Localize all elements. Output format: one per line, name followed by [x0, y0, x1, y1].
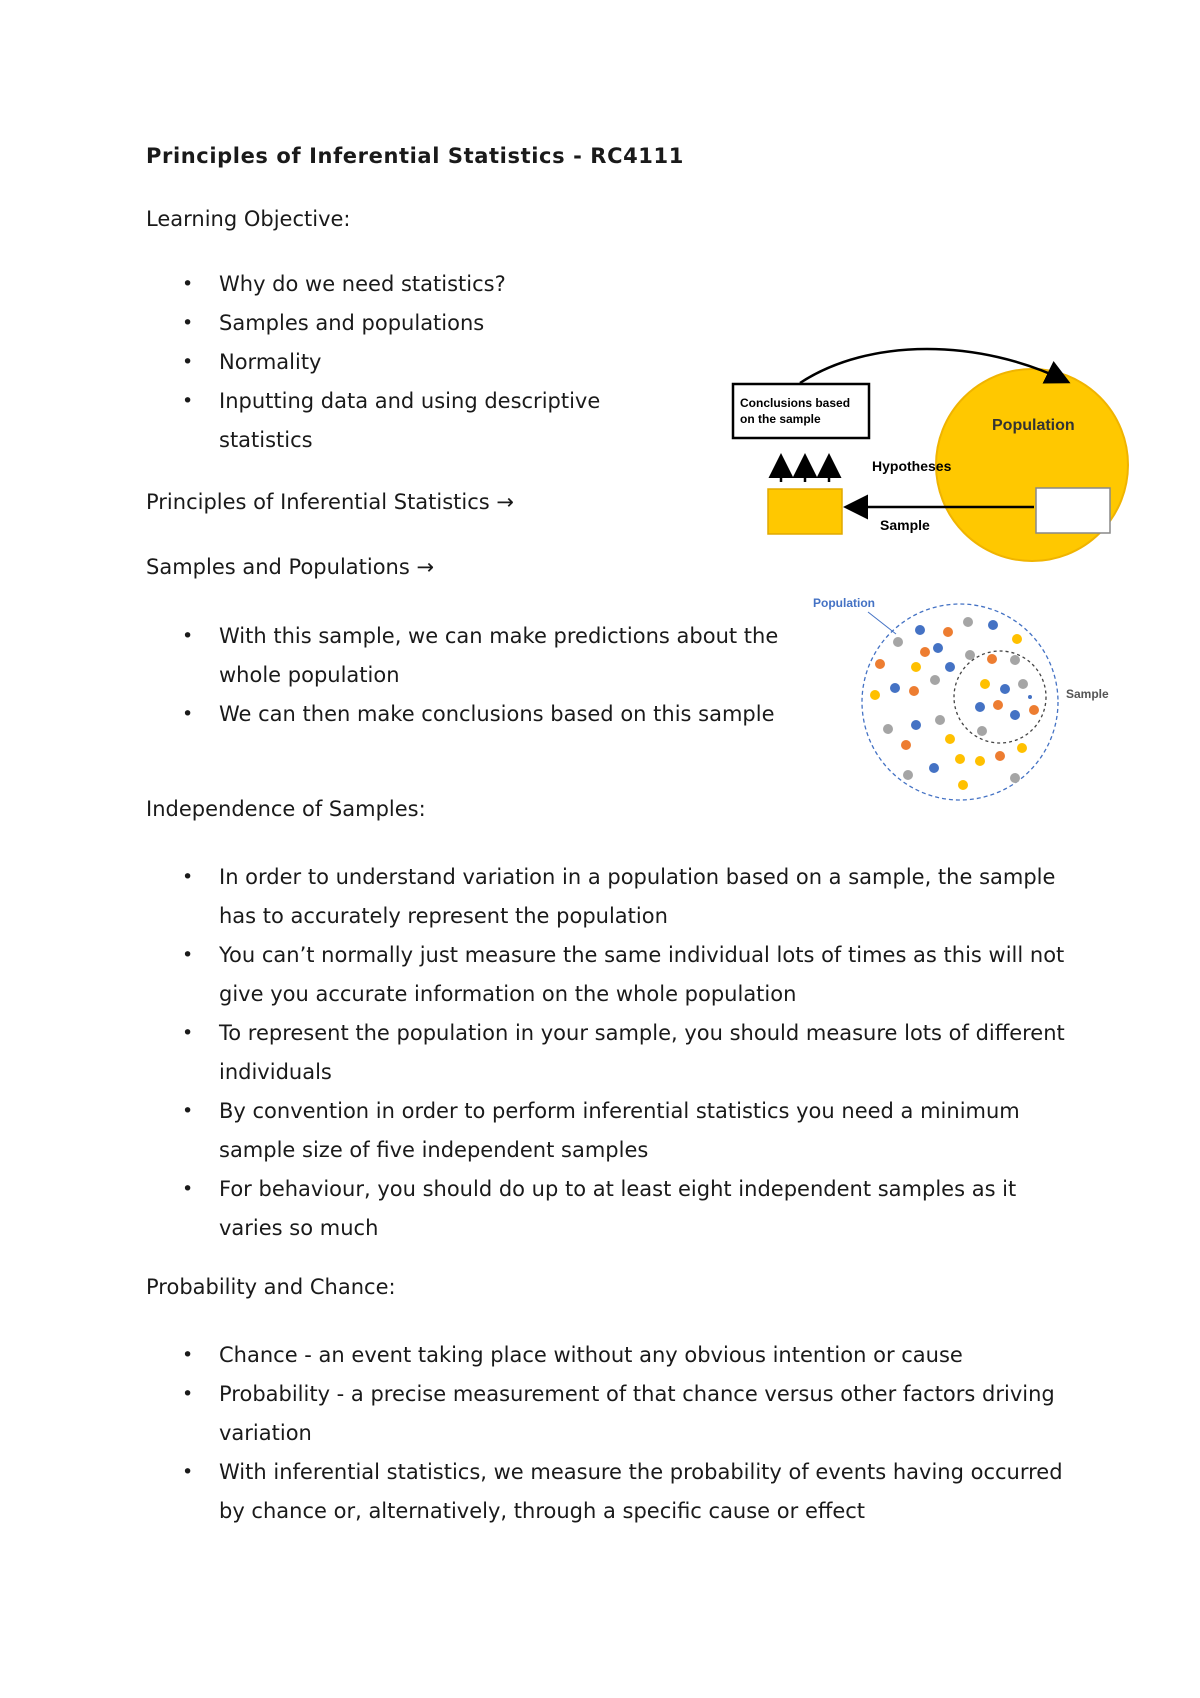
population-sample-diagram [810, 592, 1140, 812]
probability-list [146, 1336, 1076, 1531]
list-item: • Why do we need statistics? [146, 265, 686, 304]
list-item: • Probability - a precise measurement of that chance versus other factors driving variation [146, 1375, 1076, 1453]
inference-diagram [730, 335, 1190, 575]
data-points [870, 617, 1039, 790]
list-item: • You can’t normally just measure the same individual lots of times as this will not give you accurate information on the whole population [146, 936, 1076, 1014]
list-item: • With this sample, we can make predictions about the whole population [146, 617, 786, 695]
up-arrows [781, 458, 829, 482]
list-item: • For behaviour, you should do up to at least eight independent samples as it varies so much [146, 1170, 1076, 1248]
list-item: • We can then make conclusions based on this sample [146, 695, 786, 734]
sample-circle [954, 651, 1046, 743]
list-item: • Chance - an event taking place without any obvious intention or cause [146, 1336, 1076, 1375]
conclusions-label-line1: Conclusions based [740, 396, 851, 410]
population-circle [862, 604, 1058, 800]
independence-list [146, 858, 1076, 1248]
samples-populations-list [146, 617, 786, 734]
population-pointer [868, 612, 896, 634]
list-item: • By convention in order to perform inferential statistics you need a minimum sample size of five independent samples [146, 1092, 1076, 1170]
conclusions-label-line2: on the sample [740, 412, 821, 426]
sample-box [768, 489, 842, 534]
probability-heading: Probability and Chance: [146, 1275, 396, 1299]
sample-label: Sample [1066, 687, 1109, 701]
list-item: • Normality [146, 343, 686, 382]
samples-populations-heading: Samples and Populations → [146, 555, 435, 579]
population-sample-box [1036, 488, 1110, 533]
hypotheses-label: Hypotheses [872, 458, 952, 474]
document-title: Principles of Inferential Statistics - RC4111 [146, 144, 684, 168]
list-item: • With inferential statistics, we measure the probability of events having occurred by chance or, alternatively, through a specific cause or effect [146, 1453, 1076, 1531]
list-item: • Inputting data and using descriptive statistics [146, 382, 686, 460]
learning-objective-list [146, 265, 686, 460]
principles-heading: Principles of Inferential Statistics → [146, 490, 515, 514]
list-item: • Samples and populations [146, 304, 686, 343]
population-label: Population [813, 596, 875, 610]
list-item: • To represent the population in your sample, you should measure lots of different individuals [146, 1014, 1076, 1092]
learning-objective-heading: Learning Objective: [146, 207, 351, 231]
population-label: Population [992, 417, 1075, 434]
sample-label: Sample [880, 517, 930, 533]
list-item: • In order to understand variation in a population based on a sample, the sample has to accurately represent the population [146, 858, 1076, 936]
independence-heading: Independence of Samples: [146, 797, 426, 821]
conclusions-box [733, 384, 869, 438]
